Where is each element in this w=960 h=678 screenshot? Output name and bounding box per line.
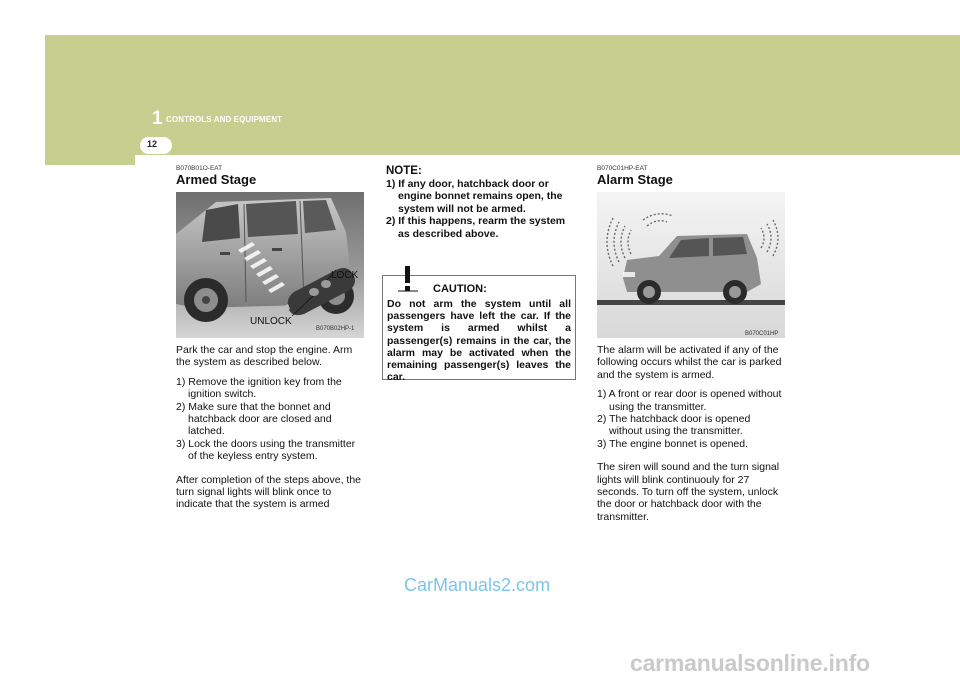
lock-label: LOCK [331,270,359,281]
list-item: 1) Remove the ignition key from the ignition switch. [176,375,342,401]
header-band-tab [45,155,135,165]
caution-title: CAUTION: [433,283,487,295]
figure-code: B070C01HP [745,331,779,337]
steps-list [176,376,364,463]
outro-paragraph: The siren will sound and the turn signal lights will blink continuouly for 27 seconds. To turn off the system, unlock the door or hatchback door with the transmitter. [597,461,780,523]
unlock-label: UNLOCK [250,316,292,327]
conditions-list [597,388,785,450]
list-item: 3) Lock the doors using the transmitter of the keyless entry system. [176,437,356,463]
watermark-text: carmanualsonline.info [630,650,870,676]
list-item: 2) The hatchback door is opened without using the transmitter. [597,413,751,438]
note-list [386,178,574,240]
chapter-number: 1 [152,108,163,129]
note-section [386,165,574,240]
figure-code: B070B02HP-1 [316,326,355,332]
section-title: Alarm Stage [597,172,673,187]
list-item: 2) If this happens, rearm the system as described above. [386,215,566,240]
alarm-stage-figure [597,192,785,338]
section-title: Armed Stage [176,172,257,187]
chapter-title: CONTROLS AND EQUIPMENT [166,115,283,124]
list-item: 1) A front or rear door is opened without using the transmitter. [597,388,782,413]
caution-body: Do not arm the system until all passengers have left the car. If the system is armed whilst a passenger(s) remains in the car, the alarm may be activated when the remaining passenger(s) leaves the car. [387,298,571,384]
page-number: 12 [147,139,158,149]
list-item: 3) The engine bonnet is opened. [597,437,749,450]
header-band [45,35,960,155]
alarm-car-illustration [597,192,785,338]
armed-stage-section [176,165,364,511]
note-heading: NOTE: [386,165,422,177]
outro-paragraph: After completion of the steps above, the turn signal lights will blink once to indicate that the system is armed [176,473,362,511]
list-item: 1) If any door, hatchback door or engine bonnet remains open, the system will not be armed. [386,178,563,215]
intro-paragraph: Park the car and stop the engine. Arm the system as described below. [176,344,353,369]
armed-stage-figure [176,192,364,338]
section-code: B070C01HP-EAT [597,165,648,172]
alarm-stage-section [597,165,785,523]
intro-paragraph: The alarm will be activated if any of the following occurs whilst the car is parked and the system is armed. [597,344,782,381]
watermark-link[interactable]: CarManuals2.com [404,575,551,595]
warning-icon [397,264,419,292]
caution-box [382,275,576,384]
section-code: B070B01O-EAT [176,165,223,172]
list-item: 2) Make sure that the bonnet and hatchback door are closed and latched. [176,400,332,438]
